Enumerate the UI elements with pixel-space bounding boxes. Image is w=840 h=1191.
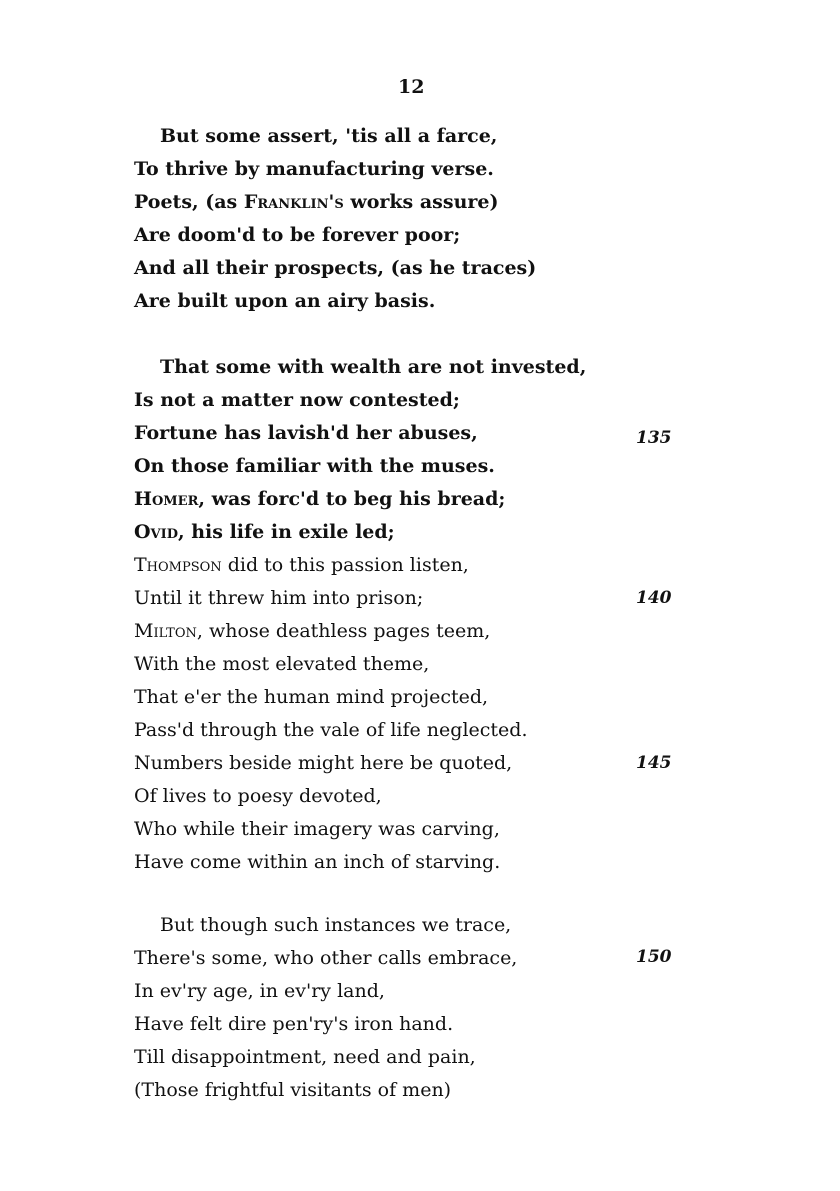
author-name: Ovid	[134, 521, 178, 543]
verse-line: (Those frightful visitants of men)	[134, 1079, 452, 1101]
verse-line: Of lives to poesy devoted,	[134, 785, 382, 807]
verse-line: That some with wealth are not invested,	[160, 356, 587, 378]
author-name: Homer	[134, 488, 199, 510]
line-number: 150	[636, 947, 672, 967]
verse-line: Ovid, his life in exile led;	[134, 521, 395, 543]
verse-line: But though such instances we trace,	[160, 914, 512, 936]
verse-line: But some assert, 'tis all a farce,	[160, 125, 498, 147]
verse-line: Are built upon an airy basis.	[134, 290, 436, 312]
verse-line: Are doom'd to be forever poor;	[134, 224, 461, 246]
author-name: Milton	[134, 620, 197, 642]
line-number: 135	[636, 428, 672, 448]
author-name: Franklin's	[243, 191, 344, 213]
verse-line: Who while their imagery was carving,	[134, 818, 500, 840]
verse-line: With the most elevated theme,	[134, 653, 430, 675]
verse-line: And all their prospects, (as he traces)	[134, 257, 537, 279]
verse-line: Until it threw him into prison;	[134, 587, 424, 609]
verse-line: Milton, whose deathless pages teem,	[134, 620, 491, 642]
verse-line: In ev'ry age, in ev'ry land,	[134, 980, 385, 1002]
line-number: 140	[636, 588, 672, 608]
line-number: 145	[636, 753, 672, 773]
verse-line: There's some, who other calls embrace,	[134, 947, 518, 969]
verse-line: Poets, (as Franklin's works assure)	[134, 191, 499, 213]
verse-line: Is not a matter now contested;	[134, 389, 460, 411]
verse-line: Till disappointment, need and pain,	[134, 1046, 476, 1068]
verse-line: Numbers beside might here be quoted,	[134, 752, 513, 774]
verse-line: Thompson did to this passion listen,	[134, 554, 469, 576]
verse-line: Homer, was forc'd to beg his bread;	[134, 488, 506, 510]
verse-line: Have felt dire pen'ry's iron hand.	[134, 1013, 454, 1035]
verse-line: Have come within an inch of starving.	[134, 851, 501, 873]
verse-line: Pass'd through the vale of life neglected.	[134, 719, 528, 741]
verse-line: That e'er the human mind projected,	[134, 686, 489, 708]
author-name: Thompson	[134, 554, 222, 576]
verse-line: On those familiar with the muses.	[134, 455, 495, 477]
verse-line: To thrive by manufacturing verse.	[134, 158, 494, 180]
page-number: 12	[398, 76, 425, 98]
verse-line: Fortune has lavish'd her abuses,	[134, 422, 478, 444]
